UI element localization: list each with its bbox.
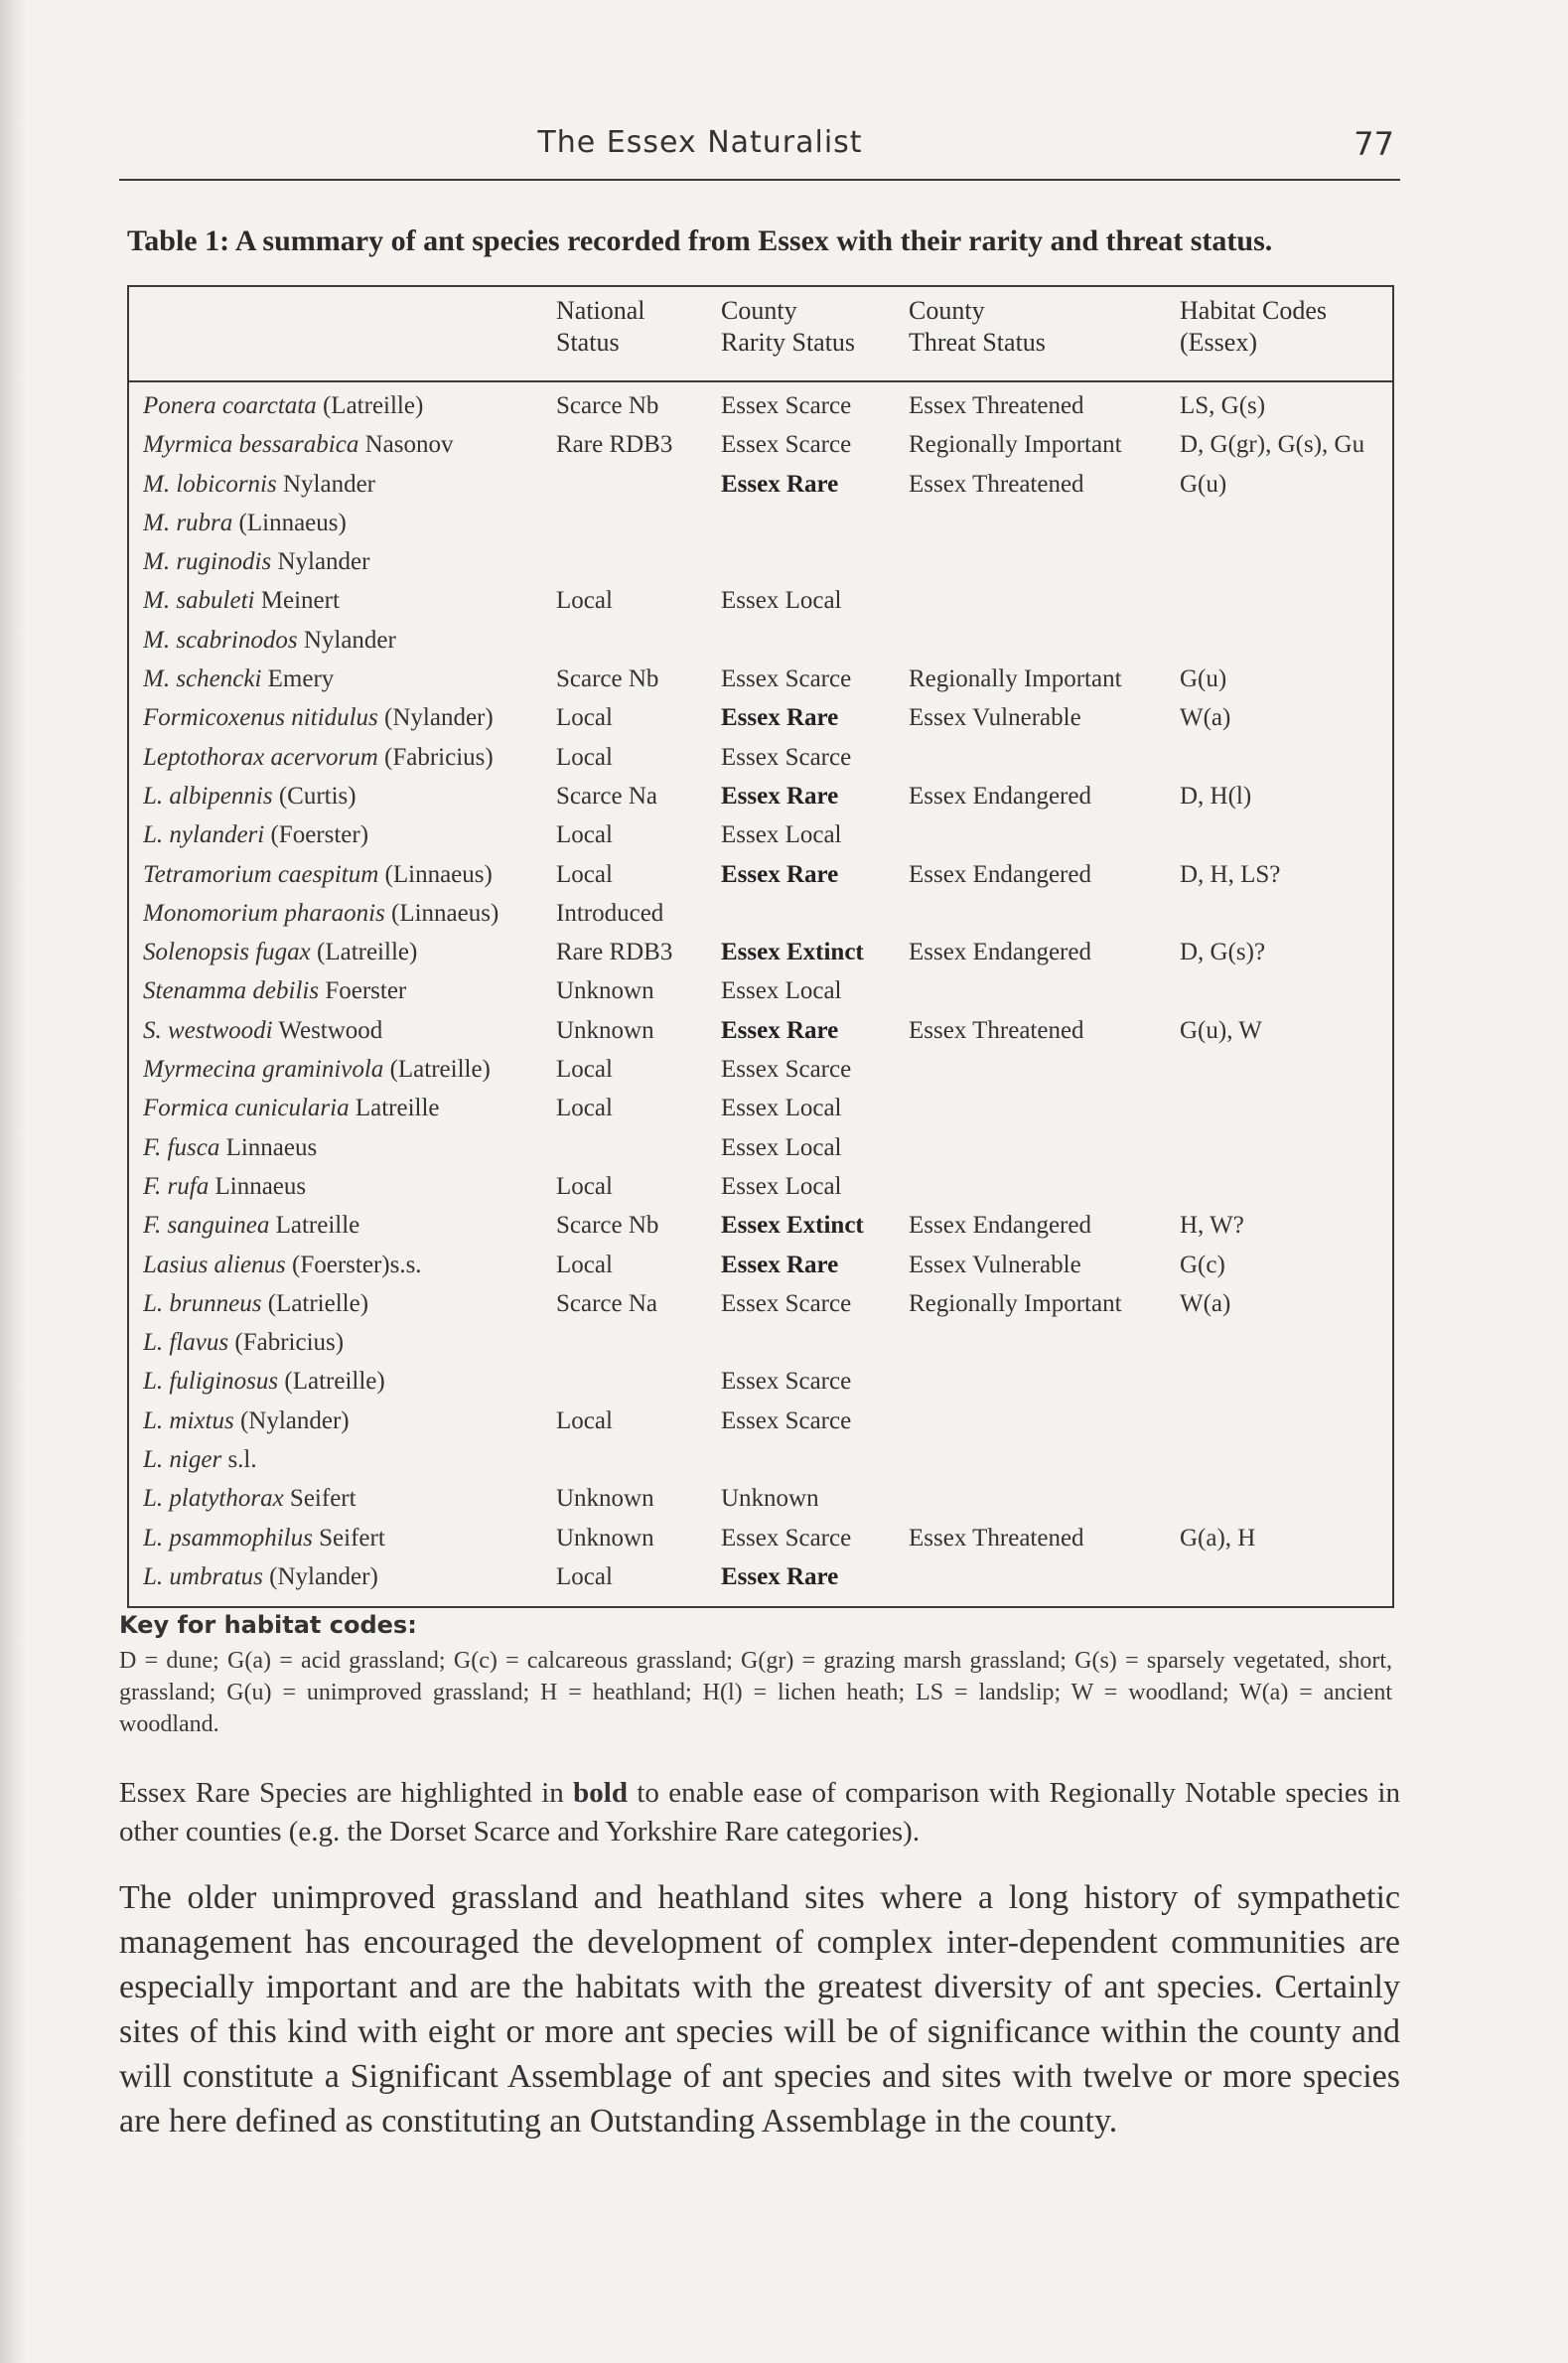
habitat-code-cell: H, W? bbox=[1180, 1212, 1244, 1240]
rarity-status-cell: Essex Extinct bbox=[721, 1212, 864, 1240]
species-authority: Latreille bbox=[349, 1095, 440, 1122]
header-county-rarity: County Rarity Status bbox=[721, 296, 856, 357]
rarity-status-cell: Essex Scarce bbox=[721, 392, 852, 419]
species-binomial: L. albipennis bbox=[143, 782, 273, 810]
table-row bbox=[129, 1323, 1392, 1362]
national-status-cell: Local bbox=[556, 704, 613, 732]
body-paragraph: The older unimproved grassland and heathland sites where a long history of sympathetic management has encouraged the development of complex inter-dependent communities are especially important and are the habitats with the greatest diversity of ant species. Certainly sites of this kind with eight or more ant species will be of significance within the county and will constitute a Significant Assemblage of ant species and sites with twelve or more species are here defined as constituting an Outstanding Assemblage in the county. bbox=[119, 1879, 1400, 2140]
species-authority: (Foerster)s.s. bbox=[285, 1251, 422, 1278]
species-name bbox=[143, 504, 347, 542]
species-table bbox=[127, 285, 1394, 1608]
national-status-cell: Local bbox=[556, 1406, 613, 1434]
table-header bbox=[129, 287, 1392, 382]
national-status-cell: Unknown bbox=[556, 1016, 654, 1044]
species-name bbox=[143, 1089, 440, 1127]
national-status-cell: Unknown bbox=[556, 1485, 654, 1513]
species-binomial: L. fuliginosus bbox=[143, 1368, 279, 1396]
rarity-status-cell: Essex Rare bbox=[721, 470, 839, 498]
habitat-code-cell: D, H, LS? bbox=[1180, 860, 1281, 888]
species-authority: Emery bbox=[261, 665, 335, 693]
species-binomial: L. platythorax bbox=[143, 1485, 284, 1513]
species-binomial: Formica cunicularia bbox=[143, 1095, 350, 1122]
species-name bbox=[143, 1246, 422, 1284]
species-name bbox=[143, 1519, 385, 1557]
species-binomial: Formicoxenus nitidulus bbox=[143, 704, 378, 732]
table-row bbox=[129, 425, 1392, 464]
species-name bbox=[143, 855, 493, 894]
table-row bbox=[129, 1128, 1392, 1167]
journal-title: The Essex Naturalist bbox=[537, 125, 863, 160]
threat-status-cell: Regionally Important bbox=[909, 431, 1122, 459]
threat-status-cell: Essex Vulnerable bbox=[909, 1251, 1081, 1278]
species-binomial: Tetramorium caespitum bbox=[143, 860, 379, 888]
species-authority: Nylander bbox=[271, 548, 370, 576]
species-authority: Nylander bbox=[276, 470, 375, 498]
species-name bbox=[143, 777, 356, 815]
key-text: D = dune; G(a) = acid grassland; G(c) = calcareous grassland; G(gr) = grazing marsh grassland; G(s) = sparsely vegetated, short, grassland; G(u) = unimproved grassland; H = heathland; H(l) = lichen heath; LS = landslip; W = woodland; W(a) = ancient woodland. bbox=[119, 1648, 1392, 1737]
table-row bbox=[129, 1050, 1392, 1089]
threat-status-cell: Essex Threatened bbox=[909, 470, 1084, 498]
species-name bbox=[143, 738, 494, 777]
species-binomial: L. umbratus bbox=[143, 1562, 263, 1590]
threat-status-cell: Essex Endangered bbox=[909, 860, 1091, 888]
table-row bbox=[129, 542, 1392, 581]
table-row bbox=[129, 933, 1392, 971]
threat-status-cell: Essex Threatened bbox=[909, 392, 1084, 419]
rarity-status-cell: Essex Local bbox=[721, 1133, 842, 1161]
species-name bbox=[143, 1128, 317, 1167]
table-row bbox=[129, 1206, 1392, 1245]
rarity-status-cell: Unknown bbox=[721, 1485, 819, 1513]
rarity-status-cell: Essex Scarce bbox=[721, 1524, 852, 1551]
table-row bbox=[129, 1246, 1392, 1284]
threat-status-cell: Essex Vulnerable bbox=[909, 704, 1081, 732]
species-name bbox=[143, 542, 369, 581]
species-binomial: M. rubra bbox=[143, 509, 233, 536]
species-name bbox=[143, 1402, 350, 1440]
species-binomial: M. lobicornis bbox=[143, 470, 277, 498]
table-row bbox=[129, 1440, 1392, 1479]
table-row bbox=[129, 815, 1392, 854]
national-status-cell: Local bbox=[556, 1562, 613, 1590]
species-authority: Linnaeus bbox=[219, 1133, 318, 1161]
table-row bbox=[129, 1011, 1392, 1050]
national-status-cell: Local bbox=[556, 1251, 613, 1278]
table-row bbox=[129, 1362, 1392, 1401]
species-binomial: Monomorium pharaonis bbox=[143, 899, 385, 927]
national-status-cell: Scarce Nb bbox=[556, 392, 659, 419]
table-row bbox=[129, 1167, 1392, 1206]
species-authority: (Latreille) bbox=[310, 939, 418, 966]
species-name bbox=[143, 1284, 368, 1323]
threat-status-cell: Essex Endangered bbox=[909, 939, 1091, 966]
species-name bbox=[143, 1479, 356, 1518]
national-status-cell: Rare RDB3 bbox=[556, 939, 673, 966]
table-row bbox=[129, 971, 1392, 1010]
species-name bbox=[143, 1557, 378, 1596]
header-national-status: National Status bbox=[556, 296, 645, 357]
species-binomial: F. sanguinea bbox=[143, 1212, 270, 1240]
species-binomial: S. westwoodi bbox=[143, 1016, 273, 1044]
species-authority: (Foerster) bbox=[264, 821, 369, 849]
species-name bbox=[143, 621, 396, 660]
species-name bbox=[143, 1050, 491, 1089]
bold-note: Essex Rare Species are highlighted in bold to enable ease of comparison with Regionally Notable species in other counties (e.g. the Dorset Scarce and Yorkshire Rare categories). bbox=[119, 1777, 1400, 1847]
species-name bbox=[143, 581, 340, 620]
species-binomial: L. mixtus bbox=[143, 1406, 234, 1434]
species-name bbox=[143, 1440, 257, 1479]
national-status-cell: Rare RDB3 bbox=[556, 431, 673, 459]
table-row bbox=[129, 1557, 1392, 1596]
rarity-status-cell: Essex Rare bbox=[721, 782, 839, 810]
species-authority: (Linnaeus) bbox=[384, 899, 499, 927]
species-authority: (Nylander) bbox=[377, 704, 494, 732]
table-row bbox=[129, 1284, 1392, 1323]
species-binomial: Myrmecina graminivola bbox=[143, 1056, 384, 1084]
threat-status-cell: Essex Threatened bbox=[909, 1016, 1084, 1044]
species-binomial: Leptothorax acervorum bbox=[143, 743, 378, 771]
rarity-status-cell: Essex Local bbox=[721, 1172, 842, 1200]
species-authority: Nasonov bbox=[358, 431, 454, 459]
table-caption: Table 1: A summary of ant species recorded from Essex with their rarity and threat status. bbox=[127, 224, 1273, 257]
national-status-cell: Introduced bbox=[556, 899, 664, 927]
rarity-status-cell: Essex Scarce bbox=[721, 431, 852, 459]
species-name bbox=[143, 1206, 359, 1245]
species-name bbox=[143, 894, 499, 933]
rarity-status-cell: Essex Rare bbox=[721, 1251, 839, 1278]
rarity-status-cell: Essex Rare bbox=[721, 860, 839, 888]
species-authority: (Nylander) bbox=[262, 1562, 378, 1590]
species-name bbox=[143, 1011, 382, 1050]
running-head bbox=[119, 125, 1400, 181]
species-binomial: F. rufa bbox=[143, 1172, 210, 1200]
species-name bbox=[143, 698, 494, 737]
species-name bbox=[143, 1167, 306, 1206]
table-row bbox=[129, 621, 1392, 660]
species-authority: (Latreille) bbox=[278, 1368, 385, 1396]
species-name bbox=[143, 465, 375, 504]
national-status-cell: Local bbox=[556, 1056, 613, 1084]
species-name bbox=[143, 660, 334, 698]
rarity-status-cell: Essex Local bbox=[721, 587, 842, 615]
habitat-code-cell: G(u) bbox=[1180, 665, 1227, 693]
species-authority: (Curtis) bbox=[272, 782, 356, 810]
page bbox=[119, 0, 1400, 2363]
table-row bbox=[129, 894, 1392, 933]
table-row bbox=[129, 660, 1392, 698]
habitat-code-cell: LS, G(s) bbox=[1180, 392, 1266, 419]
species-name bbox=[143, 815, 368, 854]
species-authority: s.l. bbox=[221, 1446, 257, 1474]
header-county-threat: County Threat Status bbox=[909, 296, 1046, 357]
national-status-cell: Local bbox=[556, 1095, 613, 1122]
species-binomial: M. schencki bbox=[143, 665, 262, 693]
species-name bbox=[143, 425, 453, 464]
habitat-code-cell: G(u) bbox=[1180, 470, 1227, 498]
species-binomial: M. sabuleti bbox=[143, 587, 255, 615]
species-binomial: M. ruginodis bbox=[143, 548, 272, 576]
rarity-status-cell: Essex Rare bbox=[721, 1016, 839, 1044]
table-row bbox=[129, 1402, 1392, 1440]
rarity-status-cell: Essex Local bbox=[721, 977, 842, 1005]
species-name bbox=[143, 933, 417, 971]
species-authority: (Fabricius) bbox=[377, 743, 494, 771]
species-binomial: L. nylanderi bbox=[143, 821, 265, 849]
rarity-status-cell: Essex Local bbox=[721, 1095, 842, 1122]
species-authority: Nylander bbox=[297, 626, 396, 654]
habitat-code-cell: W(a) bbox=[1180, 1289, 1231, 1317]
species-authority: Seifert bbox=[312, 1524, 385, 1551]
table-row bbox=[129, 386, 1392, 425]
rarity-status-cell: Essex Local bbox=[721, 821, 842, 849]
national-status-cell: Scarce Nb bbox=[556, 1212, 659, 1240]
threat-status-cell: Essex Endangered bbox=[909, 782, 1091, 810]
threat-status-cell: Essex Endangered bbox=[909, 1212, 1091, 1240]
species-authority: (Linnaeus) bbox=[232, 509, 347, 536]
table-row bbox=[129, 855, 1392, 894]
species-binomial: L. niger bbox=[143, 1446, 222, 1474]
national-status-cell: Scarce Nb bbox=[556, 665, 659, 693]
species-authority: Seifert bbox=[283, 1485, 356, 1513]
species-authority: (Latrielle) bbox=[261, 1289, 369, 1317]
habitat-code-cell: W(a) bbox=[1180, 704, 1231, 732]
rarity-status-cell: Essex Scarce bbox=[721, 665, 852, 693]
rarity-status-cell: Essex Scarce bbox=[721, 1406, 852, 1434]
species-authority: Meinert bbox=[254, 587, 340, 615]
national-status-cell: Unknown bbox=[556, 977, 654, 1005]
species-binomial: Myrmica bessarabica bbox=[143, 431, 359, 459]
threat-status-cell: Regionally Important bbox=[909, 1289, 1122, 1317]
habitat-code-cell: G(u), W bbox=[1180, 1016, 1262, 1044]
species-binomial: L. flavus bbox=[143, 1329, 229, 1357]
species-authority: (Fabricius) bbox=[228, 1329, 345, 1357]
species-authority: (Linnaeus) bbox=[378, 860, 493, 888]
habitat-code-cell: G(c) bbox=[1180, 1251, 1225, 1278]
table-row bbox=[129, 698, 1392, 737]
rarity-status-cell: Essex Rare bbox=[721, 704, 839, 732]
table-row bbox=[129, 1519, 1392, 1557]
table-row bbox=[129, 1089, 1392, 1127]
species-authority: Linnaeus bbox=[209, 1172, 307, 1200]
threat-status-cell: Essex Threatened bbox=[909, 1524, 1084, 1551]
national-status-cell: Scarce Na bbox=[556, 782, 658, 810]
habitat-code-cell: D, H(l) bbox=[1180, 782, 1252, 810]
species-binomial: L. psammophilus bbox=[143, 1524, 313, 1551]
species-authority: Latreille bbox=[269, 1212, 360, 1240]
species-binomial: M. scabrinodos bbox=[143, 626, 298, 654]
national-status-cell: Local bbox=[556, 860, 613, 888]
species-authority: (Nylander) bbox=[233, 1406, 350, 1434]
species-binomial: Ponera coarctata bbox=[143, 392, 317, 419]
header-habitat-codes: Habitat Codes (Essex) bbox=[1180, 296, 1328, 357]
national-status-cell: Scarce Na bbox=[556, 1289, 658, 1317]
national-status-cell: Local bbox=[556, 1172, 613, 1200]
species-binomial: Solenopsis fugax bbox=[143, 939, 311, 966]
species-authority: (Latreille) bbox=[383, 1056, 491, 1084]
rarity-status-cell: Essex Scarce bbox=[721, 1368, 852, 1396]
rarity-status-cell: Essex Scarce bbox=[721, 1056, 852, 1084]
rarity-status-cell: Essex Scarce bbox=[721, 1289, 852, 1317]
national-status-cell: Local bbox=[556, 587, 613, 615]
species-name bbox=[143, 971, 406, 1010]
species-binomial: Lasius alienus bbox=[143, 1251, 286, 1278]
species-name bbox=[143, 386, 423, 425]
species-name bbox=[143, 1323, 344, 1362]
table-row bbox=[129, 738, 1392, 777]
table-row bbox=[129, 777, 1392, 815]
habitat-key bbox=[119, 1611, 1400, 1740]
key-title: Key for habitat codes: bbox=[119, 1611, 417, 1639]
table-row bbox=[129, 465, 1392, 504]
species-name bbox=[143, 1362, 385, 1401]
page-number: 77 bbox=[1354, 125, 1394, 163]
table-row bbox=[129, 504, 1392, 542]
national-status-cell: Unknown bbox=[556, 1524, 654, 1551]
rarity-status-cell: Essex Scarce bbox=[721, 743, 852, 771]
table-row bbox=[129, 581, 1392, 620]
habitat-code-cell: D, G(gr), G(s), Gu bbox=[1180, 431, 1365, 459]
species-authority: Westwood bbox=[272, 1016, 383, 1044]
species-authority: Foerster bbox=[319, 977, 407, 1005]
species-binomial: Stenamma debilis bbox=[143, 977, 320, 1005]
habitat-code-cell: G(a), H bbox=[1180, 1524, 1256, 1551]
national-status-cell: Local bbox=[556, 743, 613, 771]
table-row bbox=[129, 1479, 1392, 1518]
table-body bbox=[129, 386, 1392, 1596]
page-gutter-shadow bbox=[0, 0, 26, 2363]
national-status-cell: Local bbox=[556, 821, 613, 849]
rarity-status-cell: Essex Rare bbox=[721, 1562, 839, 1590]
habitat-code-cell: D, G(s)? bbox=[1180, 939, 1266, 966]
species-authority: (Latreille) bbox=[316, 392, 424, 419]
threat-status-cell: Regionally Important bbox=[909, 665, 1122, 693]
species-binomial: L. brunneus bbox=[143, 1289, 262, 1317]
rarity-status-cell: Essex Extinct bbox=[721, 939, 864, 966]
species-binomial: F. fusca bbox=[143, 1133, 220, 1161]
